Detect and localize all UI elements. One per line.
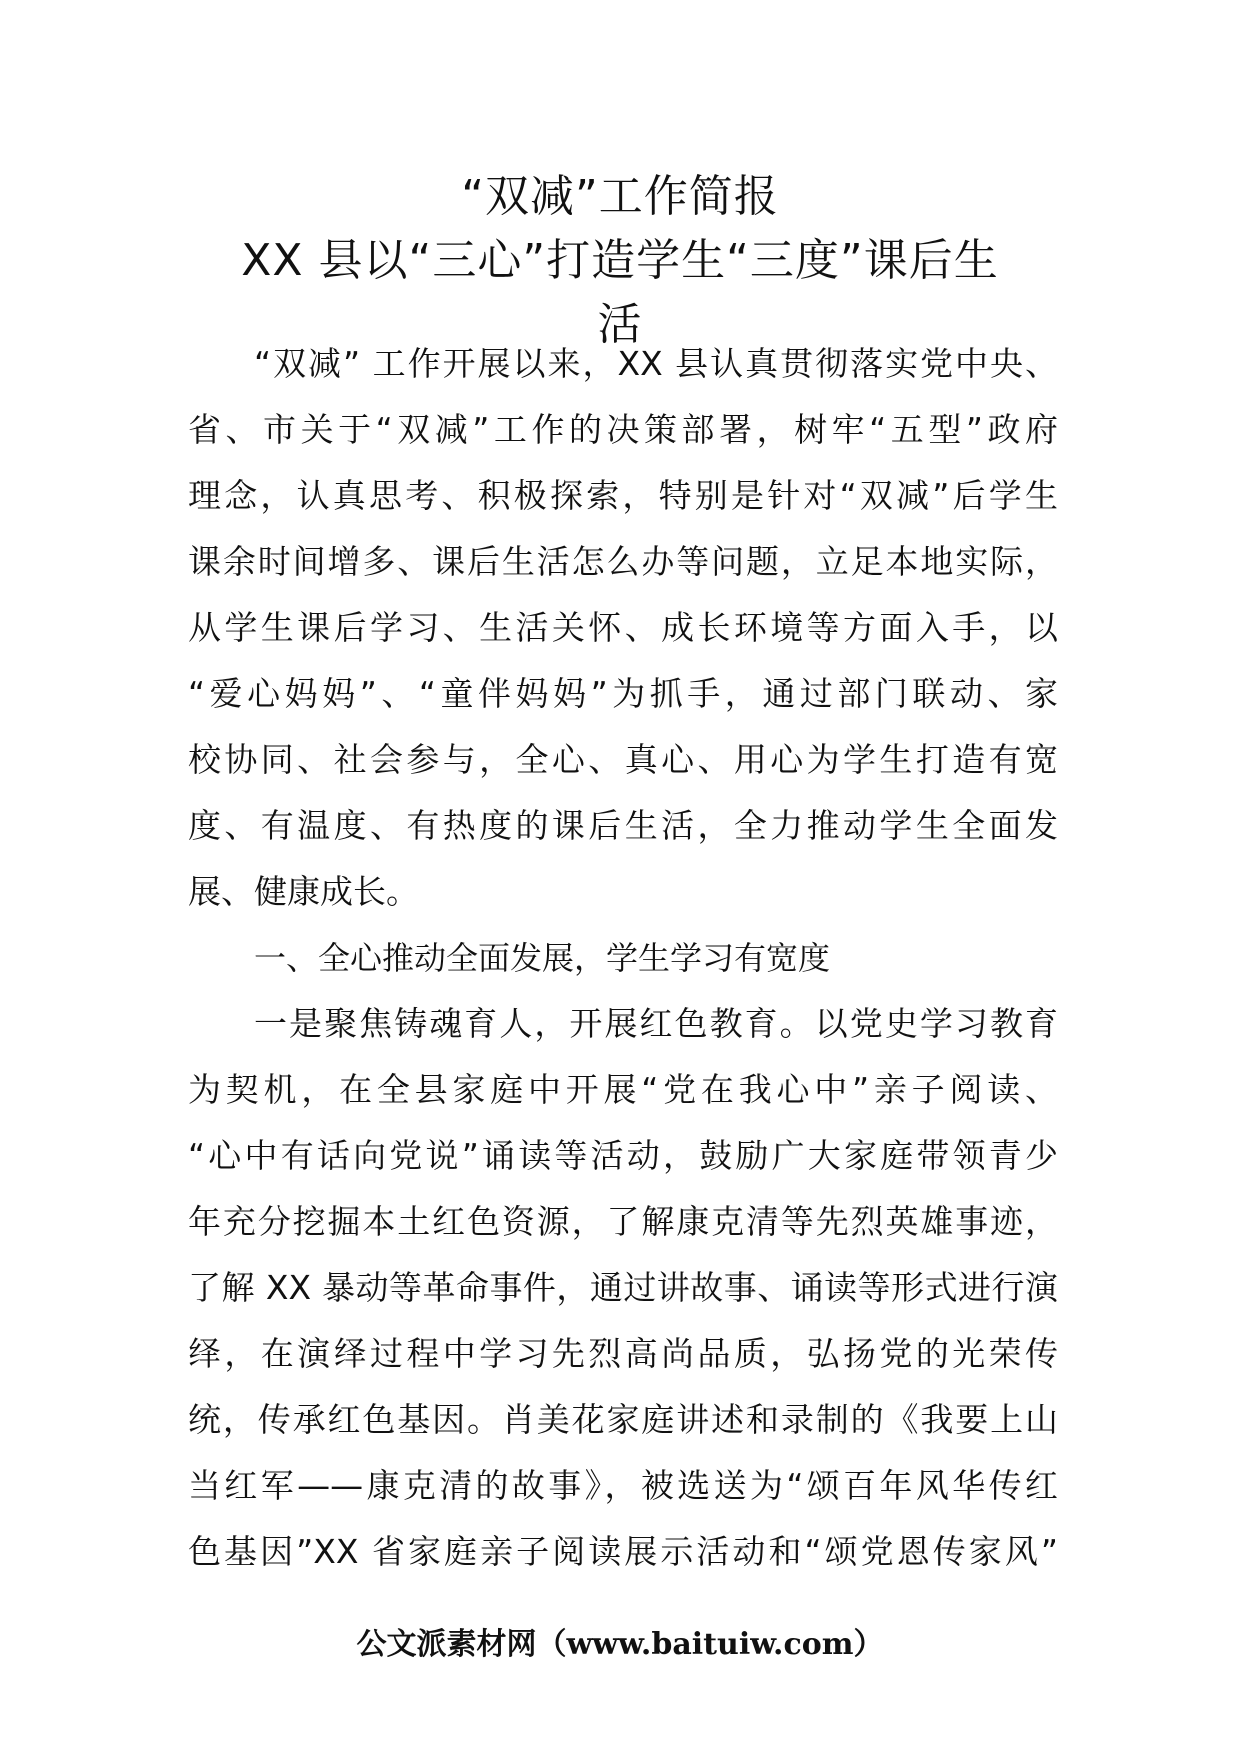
- paragraph-line: 色基因”XX 省家庭亲子阅读展示活动和“颂党恩传家风”: [188, 1532, 1058, 1571]
- paragraph-line: 省、市关于“双减”工作的决策部署，树牢“五型”政府: [188, 410, 1058, 449]
- document-body: [188, 331, 1058, 1585]
- paragraph-line: 校协同、社会参与，全心、真心、用心为学生打造有宽: [188, 740, 1058, 779]
- paragraph-line: 绎，在演绎过程中学习先烈高尚品质，弘扬党的光荣传: [188, 1334, 1058, 1373]
- title-line: “双减”工作简报: [461, 171, 779, 222]
- paragraph-line: “双减” 工作开展以来，XX 县认真贯彻落实党中央、: [254, 344, 1058, 383]
- title-line: 活: [597, 299, 643, 350]
- paragraph-line: “爱心妈妈”、“童伴妈妈”为抓手，通过部门联动、家: [188, 674, 1058, 713]
- paragraph-line: 理念，认真思考、积极探索，特别是针对“双减”后学生: [188, 476, 1058, 515]
- title-line: XX 县以“三心”打造学生“三度”课后生: [241, 235, 999, 286]
- paragraph-line: 当红军——康克清的故事》，被选送为“颂百年风华传红: [188, 1466, 1058, 1505]
- footer-watermark: 公文派素材网（www.baituiw.com）: [356, 1627, 884, 1662]
- section-heading: 一、全心推动全面发展，学生学习有宽度: [254, 939, 831, 977]
- paragraph-line: 度、有温度、有热度的课后生活，全力推动学生全面发: [188, 806, 1058, 845]
- paragraph-line: 从学生课后学习、生活关怀、成长环境等方面入手，以: [188, 608, 1058, 647]
- paragraph-line: 为契机，在全县家庭中开展“党在我心中”亲子阅读、: [188, 1070, 1058, 1109]
- paragraph-line: 一是聚焦铸魂育人，开展红色教育。以党史学习教育: [254, 1004, 1058, 1043]
- paragraph-line: 课余时间增多、课后生活怎么办等问题，立足本地实际，: [188, 542, 1058, 581]
- document-title: [0, 165, 1240, 357]
- paragraph-line: “心中有话向党说”诵读等活动，鼓励广大家庭带领青少: [188, 1136, 1058, 1175]
- paragraph-line: 了解 XX 暴动等革命事件，通过讲故事、诵读等形式进行演: [188, 1268, 1058, 1307]
- paragraph-line: 统，传承红色基因。肖美花家庭讲述和录制的《我要上山: [188, 1400, 1058, 1439]
- paragraph-line: 年充分挖掘本土红色资源，了解康克清等先烈英雄事迹，: [188, 1202, 1058, 1241]
- paragraph-line: 展、健康成长。: [188, 872, 419, 911]
